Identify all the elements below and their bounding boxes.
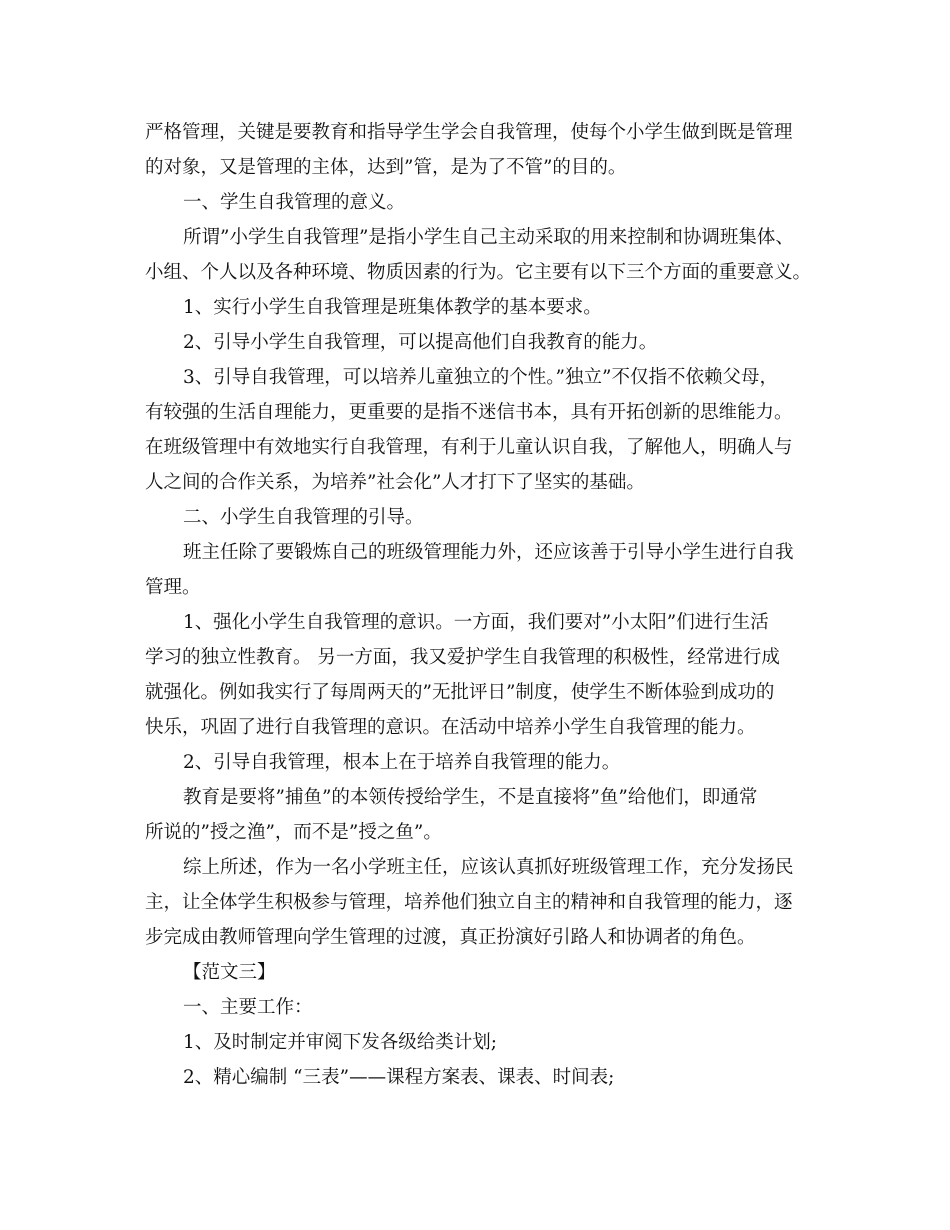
section-heading: 一、主要工作：: [183, 997, 313, 1018]
body-text-line: 小组、个人以及各种环境、物质因素的行为。它主要有以下三个方面的重要意义。: [145, 262, 812, 283]
body-text-line: 有较强的生活自理能力，更重要的是指不迷信书本，具有开拓创新的思维能力。: [145, 402, 793, 423]
list-item: 2、引导小学生自我管理，可以提高他们自我教育的能力。: [183, 332, 658, 353]
body-text-line: 严格管理，关键是要教育和指导学生学会自我管理，使每个小学生做到既是管理: [145, 122, 793, 143]
body-text-line: 所说的”授之渔”，而不是”授之鱼”。: [145, 822, 442, 843]
body-text-line: 的对象，又是管理的主体，达到”管，是为了不管”的目的。: [145, 157, 627, 178]
body-text-line: 主，让全体学生积极参与管理，培养他们独立自主的精神和自我管理的能力，逐: [145, 892, 793, 913]
body-text-line: 管理。: [145, 577, 201, 598]
body-text-line: 步完成由教师管理向学生管理的过渡，真正扮演好引路人和协调者的角色。: [145, 927, 756, 948]
list-item: 1、强化小学生自我管理的意识。一方面，我们要对”小太阳”们进行生活: [183, 612, 769, 633]
section-heading: 一、学生自我管理的意义。: [183, 192, 406, 213]
body-text-line: 班主任除了要锻炼自己的班级管理能力外，还应该善于引导小学生进行自我: [183, 542, 794, 563]
list-item: 2、引导自我管理，根本上在于培养自我管理的能力。: [183, 752, 621, 773]
list-item: 1、实行小学生自我管理是班集体教学的基本要求。: [183, 297, 602, 318]
body-text-line: 所谓”小学生自我管理”是指小学生自己主动采取的用来控制和协调班集体、: [183, 227, 794, 248]
body-text-line: 快乐，巩固了进行自我管理的意识。在活动中培养小学生自我管理的能力。: [145, 717, 756, 738]
body-text-line: 就强化。例如我实行了每周两天的”无批评日”制度，使学生不断体验到成功的: [145, 682, 775, 703]
body-text-line: 综上所述，作为一名小学班主任，应该认真抓好班级管理工作，充分发扬民: [183, 857, 794, 878]
list-item: 1、及时制定并审阅下发各级给类计划;: [183, 1032, 498, 1053]
body-text-line: 学习的独立性教育。 另一方面，我又爱护学生自我管理的积极性，经常进行成: [145, 647, 780, 668]
section-heading: 二、小学生自我管理的引导。: [183, 507, 424, 528]
list-item: 3、引导自我管理，可以培养儿童独立的个性。”独立”不仅指不依赖父母，: [183, 367, 778, 388]
list-item: 2、精心编制 “三表”——课程方案表、课表、时间表;: [183, 1067, 615, 1088]
sample-heading: 【范文三】: [183, 962, 276, 983]
body-text-line: 教育是要将”捕鱼”的本领传授给学生，不是直接将”鱼”给他们，即通常: [183, 787, 758, 808]
body-text-line: 在班级管理中有效地实行自我管理，有利于儿童认识自我，了解他人，明确人与: [145, 437, 793, 458]
body-text-line: 人之间的合作关系，为培养”社会化”人才打下了坚实的基础。: [145, 472, 645, 493]
